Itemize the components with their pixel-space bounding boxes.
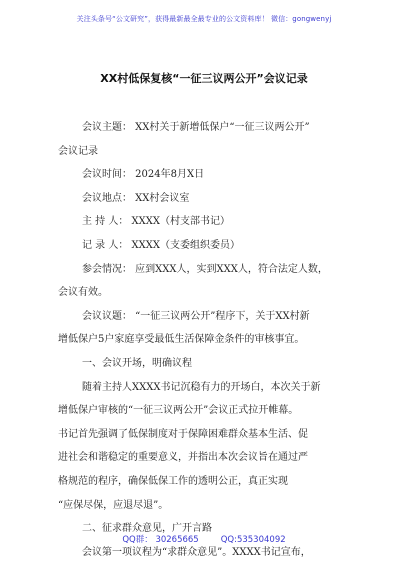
meeting-topic-continuation: 会议记录 <box>58 145 98 157</box>
header-banner: 关注头条号“公文研究”，获得最新最全最专业的公文资料库！ 微信：gongwenyj <box>76 15 332 23</box>
paragraph-line: 书记首先强调了低保制度对于保障困难群众基本生活、促 <box>58 428 308 440</box>
paragraph-line: 会议第一项议程为“求群众意见”。XXXX书记宣布， <box>82 546 311 558</box>
paragraph-line: 进社会和谐稳定的重要意义，并指出本次会议旨在通过严 <box>58 452 308 464</box>
footer-contact <box>0 533 408 545</box>
meeting-time-line: 会议时间： 2024年8月X日 <box>82 169 205 181</box>
attendance-continuation: 会议有效。 <box>58 287 108 299</box>
section-heading-2: 二、征求群众意见，广开言路 <box>82 523 212 535</box>
meeting-topic-line: 会议主题： XX村关于新增低保户“一征三议两公开” <box>82 122 310 133</box>
paragraph-line: 随着主持人XXXX书记沉稳有力的开场白，本次关于新 <box>82 381 321 393</box>
qq-group-text: QQ群： 30265665 <box>122 535 199 545</box>
paragraph-line: “应保尽保，应退尽退”。 <box>58 499 169 511</box>
agenda-continuation: 增低保户5户家庭享受最低生活保障金条件的审核事宜。 <box>58 334 305 346</box>
paragraph-line: 格规范的程序，确保低保工作的透明公正，真正实现 <box>58 475 288 487</box>
attendance-line: 参会情况： 应到XXX人，实到XXX人，符合法定人数， <box>82 263 328 275</box>
agenda-line: 会议议题： “一征三议两公开”程序下，关于XX村新 <box>82 310 310 322</box>
host-line: 主 持 人： XXXX（村支部书记） <box>82 216 231 228</box>
document-title: XX村低保复核“一征三议两公开”会议记录 <box>100 72 308 85</box>
qq-number-text: QQ:535304092 <box>220 535 286 545</box>
section-heading-1: 一、会议开场，明确议程 <box>82 357 192 369</box>
meeting-place-line: 会议地点： XX村会议室 <box>82 192 190 204</box>
paragraph-line: 增低保户审核的“一征三议两公开”会议正式拉开帷幕。 <box>58 405 299 417</box>
recorder-line: 记 录 人： XXXX（支委组织委员） <box>82 239 241 251</box>
document-body <box>58 116 358 564</box>
